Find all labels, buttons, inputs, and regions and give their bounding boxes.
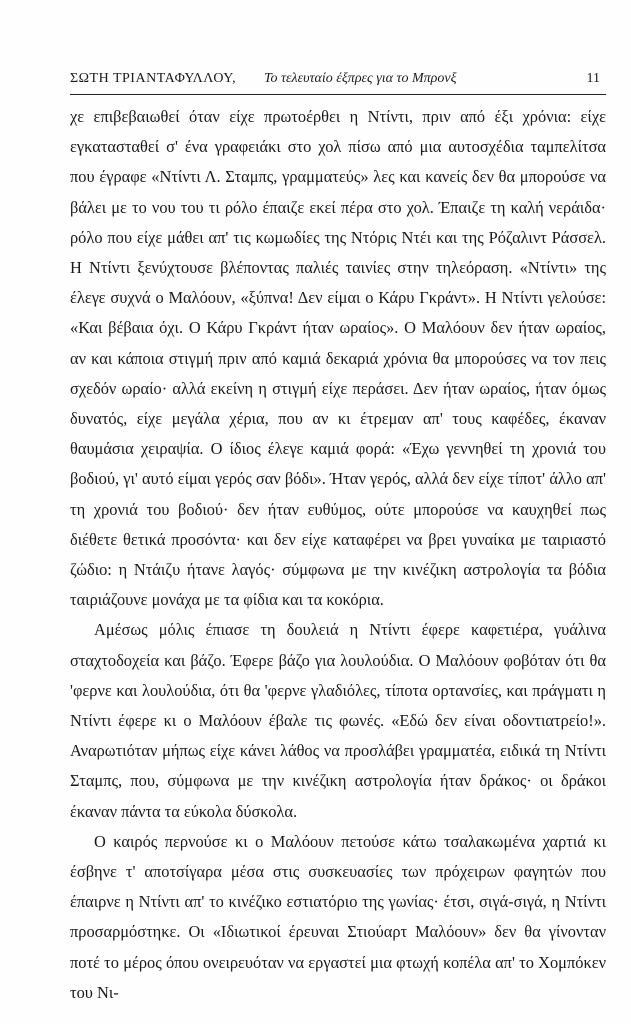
page-number: 11 (586, 71, 600, 86)
running-head-author: ΣΩΤΗ ΤΡΙΑΝΤΑΦΥΛΛΟΥ, (70, 71, 237, 86)
paragraph-2: Αμέσως μόλις έπιασε τη δουλειά η Ντίντι έφερε καφετιέρα, γυάλινα σταχτοδοχεία και βάζο. Έφερε βάζο για λουλούδια. Ο Μαλόουν φοβόταν ότι θα 'φερνε και λουλούδια, ότι θα 'φερνε γλαδιόλες, τίποτα ορτανσίες, και πράγματι η Ντίντι έφερε κι ο Μαλόουν έβαλε τις φωνές. «Εδώ δεν είναι οδοντιατρείο!». Αναρωτιόταν μήπως είχε κάνει λάθος να προσλάβει γραμματέα, ειδικά τη Ντίντι Σταμπς, που, σύμφωνα με την κινέζικη αστρολογία ήταν δράκος· οι δράκοι έκαναν πάντα τα εύκολα δύσκολα. (70, 620, 606, 821)
running-head (70, 68, 606, 90)
paragraph-1: χε επιβεβαιωθεί όταν είχε πρωτοέρθει η Ντίντι, πριν από έξι χρόνια: είχε εγκατασταθεί σ' ένα γραφειάκι στο χολ πίσω από μια αυτοσχέδια ταμπελίτσα που έγραφε «Ντίντι Λ. Σταμπς, γραμματεύς» λες και κανείς δεν θα μπορούσε να βάλει με το νου του τι ρόλο έπαιζε εκεί πέρα στο χολ. Έπαιζε τη καλή νεράιδα· ρόλο που είχε μάθει απ' τις κωμωδίες της Ντόρις Ντέι και της Ρόζαλιντ Ράσσελ. Η Ντίντι ξενύχτουσε βλέποντας παλιές ταινίες στην τηλεόραση. «Ντίντι» της έλεγε συχνά ο Μαλόουν, «ξύπνα! Δεν είμαι ο Κάρυ Γκράντ». Η Ντίντι γελούσε: «Και βέβαια όχι. Ο Κάρυ Γκράντ ήταν ωραίος». Ο Μαλόουν δεν ήταν ωραίος, αν και κάποια στιγμή πριν από καμιά δεκαριά χρόνια θα μπορούσες να τον πεις σχεδόν ωραίο· αλλά εκείνη η στιγμή είχε περάσει. Δεν ήταν ωραίος, ήταν όμως δυνατός, είχε μεγάλα χέρια, που αν κι έτρεμαν απ' τους καφέδες, έκαναν θαυμάσια χειραψία. Ο ίδιος έλεγε καμιά φορά: «Έχω γεννηθεί τη χρονιά του βοδιού, γι' αυτό είμαι γερός σαν βόδι». Ήταν γερός, αλλά δεν είχε τίποτ' άλλο απ' τη χρονιά του βοδιού· δεν ήταν ευθύμος, ούτε μπορούσε να καυχηθεί πως διέθετε θετικά προσόντα· και δεν είχε καταφέρει να βρει γυναίκα με ταιριαστό ζώδιο: η Ντάιζυ ήτανε λαγός· σύμφωνα με την κινέζικη αστρολογία τα βόδια ταιριάζουνε μονάχα με τα φίδια και τα κοκόρια. (70, 107, 606, 610)
body-text (70, 102, 606, 1008)
running-head-book-title: Το τελευταίο έξπρες για το Μπρονξ (264, 71, 457, 86)
paragraph-3: Ο καιρός περνούσε κι ο Μαλόουν πετούσε κάτω τσαλακωμένα χαρτιά κι έσβηνε τ' αποτσίγαρα μέσα στις συσκευασίες των πρόχειρων φαγητών που έπαιρνε η Ντίντι απ' το κινέζικο εστιατόριο της γωνίας· έτσι, σιγά-σιγά, η Ντίντι προσαρμόστηκε. Οι «Ιδιωτικοί έρευναι Στιούαρτ Μαλόουν» δεν θα γίνονταν ποτέ το μέρος όπου ονειρευόταν να εργαστεί μια φτωχή κοπέλα απ' το Χομπόκεν του Νι- (70, 831, 606, 1002)
header-rule (70, 94, 606, 95)
